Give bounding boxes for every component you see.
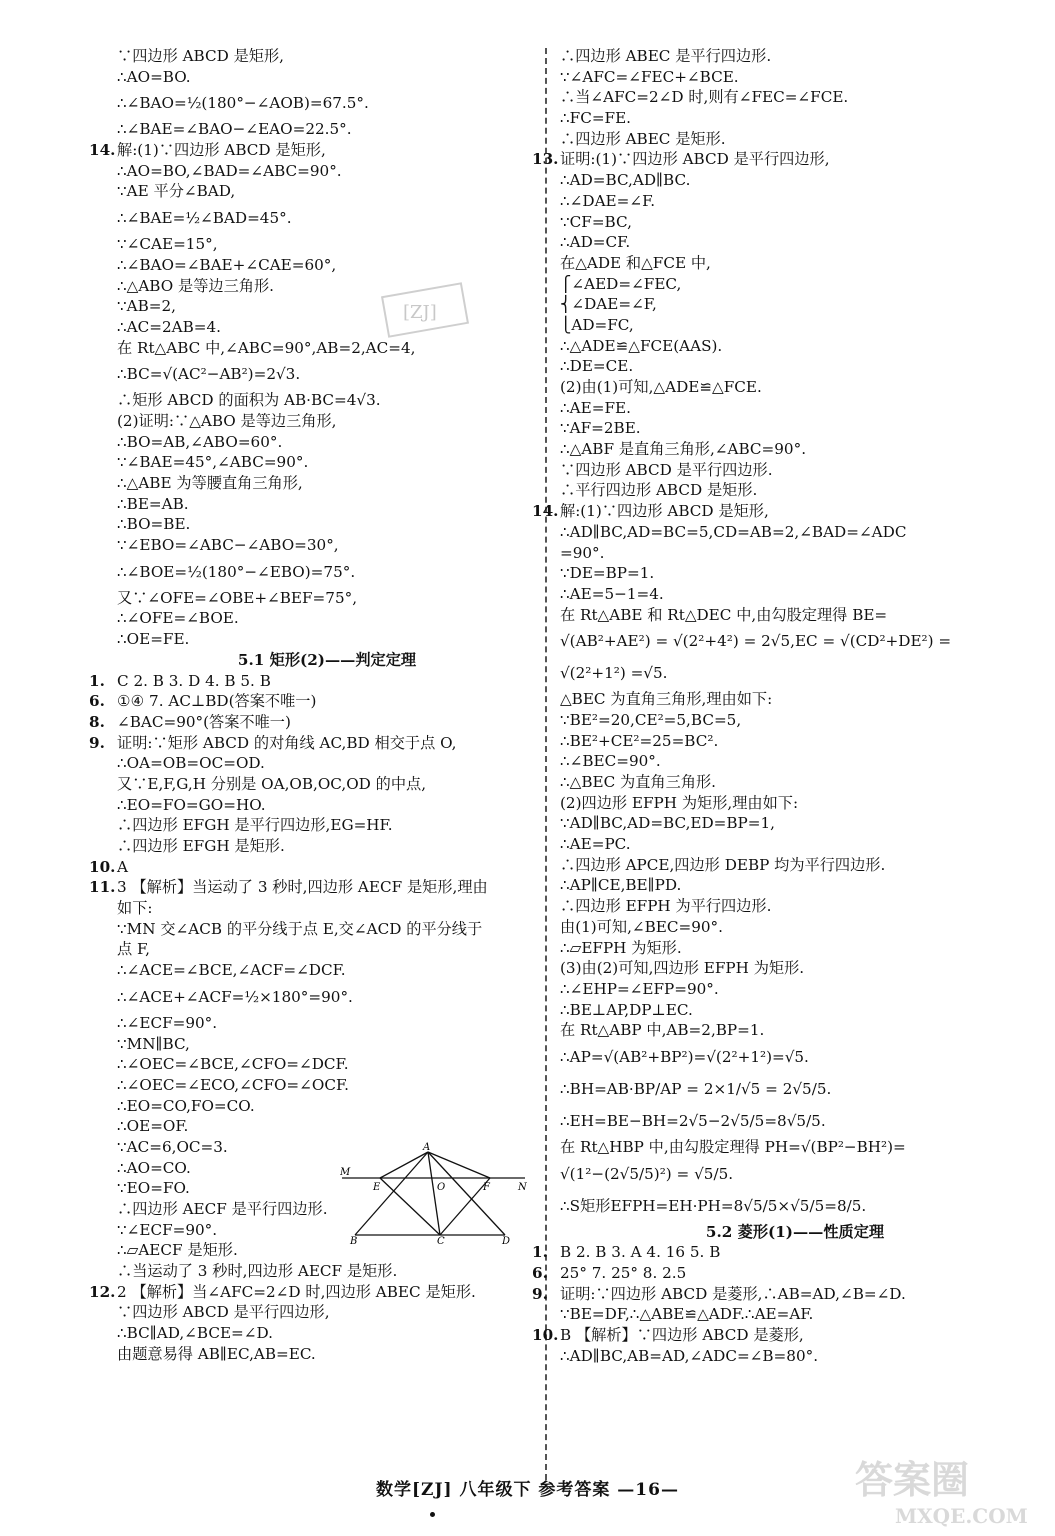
answer-text: ∵BE²=20,CE²=5,BC=5, (560, 710, 742, 729)
answer-line (560, 710, 1030, 731)
question-number: 1. (89, 671, 105, 690)
answer-line (117, 46, 537, 67)
answer-text: C 2. B 3. D 4. B 5. B (117, 671, 271, 690)
answer-text: 由题意易得 AB∥EC,AB=EC. (117, 1344, 316, 1363)
answer-line (560, 522, 1030, 543)
answer-text: ∴DE=CE. (560, 357, 634, 376)
answer-text: B 【解析】∵四边形 ABCD 是菱形, (560, 1326, 804, 1345)
answer-text: ∴∠OEC=∠ECO,∠CFO=∠OCF. (117, 1075, 349, 1094)
page-dot (430, 1512, 435, 1517)
answer-line (560, 398, 1030, 419)
answer-text: ∴AD=BC,AD∥BC. (560, 171, 691, 190)
answer-line (560, 657, 1030, 689)
answer-line (560, 896, 1030, 917)
answer-text: ∴EO=FO=GO=HO. (117, 795, 266, 814)
answer-line (560, 772, 1030, 793)
section-heading: 5.2 菱形(1)——性质定理 (705, 1222, 885, 1241)
answer-text: 点 F, (117, 940, 151, 959)
answer-line (117, 588, 537, 609)
answer-line (560, 793, 1030, 814)
answer-line (560, 1158, 1030, 1190)
answer-line (117, 1261, 537, 1282)
geometry-figure (340, 1140, 530, 1245)
answer-line (117, 1034, 537, 1055)
figure-label-D: D (502, 1236, 511, 1245)
answer-line (560, 563, 1030, 584)
answer-line (117, 514, 537, 535)
answer-text: ∴AO=BO. (117, 67, 191, 86)
figure-label-F: F (483, 1182, 490, 1193)
answer-line (560, 67, 1030, 88)
answer-text: 在 Rt△ABP 中,AB=2,BP=1. (560, 1021, 765, 1040)
answer-text: (2)四边形 EFPH 为矩形,理由如下: (560, 793, 799, 812)
answer-text: 在 Rt△ABC 中,∠ABC=90°,AB=2,AC=4, (117, 338, 416, 357)
answer-text: ∴AP=√(AB²+BP²)=√(2²+1²)=√5. (560, 1047, 809, 1066)
answer-text: √(2²+1²) =√5. (560, 664, 668, 683)
answer-line (89, 1282, 537, 1303)
answer-line (560, 191, 1030, 212)
answer-text: ∴∠DAE=∠F. (560, 191, 656, 210)
answer-line (560, 253, 1030, 274)
answer-text: (2)由(1)可知,△ADE≌△FCE. (560, 378, 762, 396)
answer-line (117, 452, 537, 473)
answer-text: √(AB²+AE²) = √(2²+4²) = 2√5,EC = √(CD²+DE²) = (560, 632, 952, 651)
answer-text: ∵AD∥BC,AD=BC,ED=BP=1, (560, 814, 775, 833)
faint-stamp (355, 282, 565, 342)
answer-text: ∴当∠AFC=2∠D 时,则有∠FEC=∠FCE. (560, 88, 849, 107)
answer-line (117, 411, 537, 432)
answer-text: ∴BO=BE. (117, 515, 191, 534)
answer-text: ∴四边形 ABEC 是平行四边形. (560, 47, 772, 65)
answer-line (117, 473, 537, 494)
answer-text: 又∵∠OFE=∠OBE+∠BEF=75°, (117, 588, 358, 607)
question-number: 6. (89, 692, 105, 711)
stamp-text: [ZJ] (403, 302, 437, 323)
answer-text: ∵MN 交∠ACB 的平分线于点 E,交∠ACD 的平分线于 (117, 919, 483, 938)
answer-line (560, 418, 1030, 439)
answer-text: ∴BE=AB. (117, 494, 189, 513)
answer-line (560, 232, 1030, 253)
question-number: 9. (89, 733, 105, 752)
answer-text: √(1²−(2√5/5)²) = √5/5. (560, 1164, 734, 1183)
answer-text: 又∵E,F,G,H 分别是 OA,OB,OC,OD 的中点, (117, 774, 427, 793)
answer-text: ∴BE²+CE²=25=BC². (560, 731, 719, 750)
answer-text: ∴∠BAO=∠BAE+∠CAE=60°, (117, 255, 337, 274)
answer-line (560, 813, 1030, 834)
question-number: 12. (89, 1282, 116, 1301)
answer-text: ∴△ABO 是等边三角形. (117, 276, 274, 295)
answer-line (532, 501, 1030, 522)
page-footer: 数学[ZJ] 八年级下 参考答案 —16— (376, 1480, 679, 1500)
answer-line (560, 356, 1030, 377)
answer-line (532, 1242, 1030, 1263)
answer-text: ∴四边形 ABEC 是矩形. (560, 129, 726, 148)
answer-line (117, 836, 537, 857)
answer-line (89, 691, 537, 712)
answer-line (117, 181, 537, 202)
answer-text: ∵AF=2BE. (560, 419, 641, 438)
figure-label-M: M (340, 1167, 351, 1178)
answer-text: ∴∠OEC=∠BCE,∠CFO=∠DCF. (117, 1055, 349, 1074)
answer-line (117, 608, 537, 629)
answer-text: ∴OE=FE. (117, 630, 190, 649)
answer-line (117, 629, 537, 650)
answer-text: ∴四边形 EFPH 为平行四边形. (560, 897, 772, 916)
answer-text: ∴AD=CF. (560, 233, 631, 252)
answer-text: ∵四边形 ABCD 是矩形, (117, 47, 285, 65)
answer-line (560, 87, 1030, 108)
question-number: 9. (532, 1284, 548, 1303)
answer-line (117, 1096, 537, 1117)
answer-line (560, 1073, 1030, 1105)
answer-line (117, 202, 537, 234)
answer-line (117, 234, 537, 255)
answer-line (117, 161, 537, 182)
figure-label-A: A (423, 1142, 431, 1153)
answer-text: ∴∠BOE=½(180°−∠EBO)=75°. (117, 562, 356, 581)
answer-line (560, 46, 1030, 67)
answer-text: ∴∠BAO=½(180°−∠AOB)=67.5°. (117, 94, 369, 113)
answer-line (560, 751, 1030, 772)
answer-text: ∴△ABF 是直角三角形,∠ABC=90°. (560, 440, 807, 459)
answer-line (560, 1137, 1030, 1158)
figure-label-B: B (350, 1236, 358, 1245)
answer-text: 在 Rt△HBP 中,由勾股定理得 PH=√(BP²−BH²)= (560, 1137, 906, 1156)
answer-line (560, 336, 1030, 357)
answer-line (117, 119, 537, 140)
answer-line (560, 834, 1030, 855)
answer-text: ∴∠ACE=∠BCE,∠ACF=∠DCF. (117, 961, 346, 980)
watermark-text: 答案圈 (855, 1457, 970, 1502)
answer-line (117, 898, 537, 919)
answer-line (560, 979, 1030, 1000)
answer-line (117, 774, 537, 795)
answer-text: =90°. (560, 543, 605, 562)
answer-text: ∴△BEC 为直角三角形. (560, 773, 716, 791)
answer-line (89, 140, 537, 161)
answer-line (560, 875, 1030, 896)
answer-text: ∴四边形 EFGH 是平行四边形,EG=HF. (117, 816, 393, 835)
answer-line (117, 960, 537, 981)
answer-text: ∵AB=2, (117, 297, 177, 316)
answer-line (560, 584, 1030, 605)
answer-line (117, 795, 537, 816)
answer-text: ∴AC=2AB=4. (117, 317, 221, 336)
answer-text: ∵BE=DF,∴△ABE≌△ADF.∴AE=AF. (560, 1305, 814, 1324)
answer-text: ∴AO=BO,∠BAD=∠ABC=90°. (117, 161, 342, 180)
answer-line (89, 857, 537, 878)
answer-line (560, 1000, 1030, 1021)
figure-label-N: N (518, 1182, 527, 1193)
answer-text: 解:(1)∵四边形 ABCD 是矩形, (117, 141, 326, 160)
answer-text: ∴AD∥BC,AB=AD,∠ADC=∠B=80°. (560, 1346, 819, 1365)
answer-text: ∴∠ACE+∠ACF=½×180°=90°. (117, 987, 353, 1006)
answer-text: ∴BC∥AD,∠BCE=∠D. (117, 1324, 273, 1343)
answer-text: 证明:∵矩形 ABCD 的对角线 AC,BD 相交于点 O, (117, 733, 457, 752)
answer-line (560, 212, 1030, 233)
answer-line (560, 315, 1030, 336)
answer-text: A (117, 857, 128, 876)
question-number: 13. (532, 150, 559, 169)
answer-text: 2 【解析】当∠AFC=2∠D 时,四边形 ABEC 是矩形. (117, 1282, 476, 1301)
answer-text: ∵MN∥BC, (117, 1034, 190, 1053)
answer-text: ⎩AD=FC, (560, 315, 634, 334)
answer-text: ∴OE=OF. (117, 1117, 189, 1136)
answer-text: ∴矩形 ABCD 的面积为 AB·BC=4√3. (117, 391, 381, 410)
answer-text: ∵CF=BC, (560, 212, 632, 231)
answer-text: ∴AE=5−1=4. (560, 584, 664, 603)
answer-text: ∴BH=AB·BP/AP = 2×1/√5 = 2√5/5. (560, 1079, 832, 1098)
answer-text: ∴∠EHP=∠EFP=90°. (560, 979, 719, 998)
answer-line (560, 855, 1030, 876)
question-number: 6. (532, 1264, 548, 1282)
answer-text: 在 Rt△ABE 和 Rt△DEC 中,由勾股定理得 BE= (560, 605, 888, 624)
answer-text: ①④ 7. AC⊥BD(答案不唯一) (117, 692, 317, 711)
answer-line (560, 689, 1030, 710)
answer-text: (2)证明:∵△ABO 是等边三角形, (117, 411, 337, 430)
answer-text: 证明:(1)∵四边形 ABCD 是平行四边形, (560, 150, 830, 169)
answer-line (117, 390, 537, 411)
answer-line (117, 556, 537, 588)
answer-line (89, 671, 537, 692)
figure-label-O: O (437, 1182, 446, 1193)
answer-text: 由(1)可知,∠BEC=90°. (560, 917, 723, 936)
answer-line (117, 1075, 537, 1096)
answer-text: ∴BC=√(AC²−AB²)=2√3. (117, 365, 301, 384)
answer-text: ∴四边形 AECF 是平行四边形. (117, 1200, 328, 1218)
answer-text: ∵四边形 ABCD 是平行四边形, (117, 1303, 330, 1322)
answer-text: 证明:∵四边形 ABCD 是菱形,∴AB=AD,∠B=∠D. (560, 1284, 906, 1303)
answer-line (117, 1302, 537, 1323)
answer-line (560, 274, 1030, 295)
answer-text: ∵DE=BP=1. (560, 564, 655, 583)
question-number: 10. (89, 857, 116, 876)
answer-line (560, 1041, 1030, 1073)
answer-line (89, 733, 537, 754)
answer-line (117, 432, 537, 453)
answer-line (560, 958, 1030, 979)
answer-line (532, 1284, 1030, 1305)
answer-text: ∴∠BEC=90°. (560, 752, 661, 771)
answer-line (560, 439, 1030, 460)
answer-line (117, 67, 537, 88)
answer-text: ∵四边形 ABCD 是平行四边形. (560, 460, 773, 479)
answer-line (117, 1013, 537, 1034)
answer-text: ∵∠EBO=∠ABC−∠ABO=30°, (117, 536, 339, 555)
answer-line (532, 1325, 1030, 1346)
answer-line (560, 1020, 1030, 1041)
answer-line (560, 294, 1030, 315)
answer-text: ∵EO=FO. (117, 1179, 190, 1198)
answer-line (560, 1190, 1030, 1222)
answer-text: ∴△ABE 为等腰直角三角形, (117, 474, 303, 492)
answer-line (560, 480, 1030, 501)
answer-text: ∵∠BAE=45°,∠ABC=90°. (117, 453, 309, 472)
answer-line (117, 255, 537, 276)
answer-line (117, 494, 537, 515)
answer-text: ∴▱AECF 是矩形. (117, 1241, 238, 1260)
answer-text: ∴S矩形EFPH=EH·PH=8√5/5×√5/5=8/5. (560, 1196, 867, 1215)
answer-text: ∴∠BAE=∠BAO−∠EAO=22.5°. (117, 120, 352, 139)
answer-line (117, 815, 537, 836)
right-column (532, 46, 1030, 1366)
answer-text: 在△ADE 和△FCE 中, (560, 253, 711, 272)
answer-line (117, 1054, 537, 1075)
answer-line (532, 1263, 1030, 1284)
answer-line (560, 170, 1030, 191)
answer-text: ∴EH=BE−BH=2√5−2√5/5=8√5/5. (560, 1111, 826, 1130)
answer-text: ∴∠OFE=∠BOE. (117, 609, 239, 628)
answer-text: 3 【解析】当运动了 3 秒时,四边形 AECF 是矩形,理由 (117, 878, 488, 897)
answer-line (560, 938, 1030, 959)
answer-text: ∴AP∥CE,BE∥PD. (560, 876, 682, 895)
answer-text: ∴AD∥BC,AD=BC=5,CD=AB=2,∠BAD=∠ADC (560, 522, 907, 541)
answer-line (560, 1346, 1030, 1367)
answer-line (117, 535, 537, 556)
figure-label-C: C (437, 1236, 445, 1245)
answer-text: 25° 7. 25° 8. 2.5 (560, 1264, 687, 1282)
answer-line (532, 149, 1030, 170)
answer-text: ∴AO=CO. (117, 1158, 191, 1177)
question-number: 14. (532, 502, 559, 521)
answer-text: ∠BAC=90°(答案不唯一) (117, 712, 291, 731)
answer-line (560, 731, 1030, 752)
answer-text: ∴△ADE≌△FCE(AAS). (560, 336, 723, 355)
answer-line (117, 1323, 537, 1344)
answer-line (560, 108, 1030, 129)
answer-line (560, 917, 1030, 938)
question-number: 14. (89, 141, 116, 160)
answer-line (89, 712, 537, 733)
answer-text: ∵AC=6,OC=3. (117, 1137, 228, 1156)
answer-line (117, 1116, 537, 1137)
answer-text: △BEC 为直角三角形,理由如下: (560, 690, 773, 709)
answer-text: ∴∠BAE=½∠BAD=45°. (117, 209, 292, 228)
answer-line (117, 358, 537, 390)
answer-line (560, 543, 1030, 564)
answer-text: ∵∠CAE=15°, (117, 235, 218, 254)
watermark-logo (835, 1445, 1045, 1530)
answer-text: ∴▱EFPH 为矩形. (560, 938, 682, 957)
answer-line (117, 1344, 537, 1365)
answer-text: 如下: (117, 899, 153, 918)
answer-line (117, 981, 537, 1013)
watermark-url: MXQE.COM (895, 1504, 1028, 1528)
answer-text: ∴四边形 APCE,四边形 DEBP 均为平行四边形. (560, 855, 886, 874)
figure-label-E: E (373, 1182, 381, 1193)
answer-text: ∴OA=OB=OC=OD. (117, 754, 265, 773)
question-number: 10. (532, 1326, 559, 1345)
answer-text: ⎧∠AED=∠FEC, (560, 274, 682, 293)
answer-text: ∴AE=PC. (560, 835, 631, 854)
answer-line (560, 129, 1030, 150)
answer-text: ∴AE=FE. (560, 398, 631, 417)
answer-text: B 2. B 3. A 4. 16 5. B (560, 1243, 721, 1262)
answer-text: ∴平行四边形 ABCD 是矩形. (560, 481, 758, 500)
answer-line (560, 460, 1030, 481)
question-number: 11. (89, 878, 116, 897)
answer-text: ∴当运动了 3 秒时,四边形 AECF 是矩形. (117, 1262, 398, 1281)
answer-text: (3)由(2)可知,四边形 EFPH 为矩形. (560, 959, 805, 978)
answer-line (560, 625, 1030, 657)
answer-line (117, 753, 537, 774)
answer-line (560, 605, 1030, 626)
answer-text: ∴BO=AB,∠ABO=60°. (117, 432, 283, 451)
answer-line (117, 939, 537, 960)
answer-line (560, 377, 1030, 398)
question-number: 8. (89, 712, 105, 731)
answer-text: ∵AE 平分∠BAD, (117, 182, 236, 201)
question-number: 1. (532, 1243, 548, 1262)
answer-line (117, 919, 537, 940)
answer-text: ∴BE⊥AP,DP⊥EC. (560, 1000, 693, 1019)
answer-text: ⎨∠DAE=∠F, (560, 295, 657, 314)
answer-text: ∵∠AFC=∠FEC+∠BCE. (560, 67, 739, 86)
answer-text: ∴∠ECF=90°. (117, 1013, 218, 1032)
answer-text: ∵∠ECF=90°. (117, 1220, 218, 1239)
answer-text: ∴FC=FE. (560, 109, 631, 128)
answer-text: 解:(1)∵四边形 ABCD 是矩形, (560, 502, 769, 521)
section-heading: 5.1 矩形(2)——判定定理 (237, 650, 417, 669)
answer-text: ∴EO=CO,FO=CO. (117, 1096, 255, 1115)
answer-line (117, 87, 537, 119)
answer-line (89, 877, 537, 898)
answer-line (560, 1105, 1030, 1137)
answer-text: ∴四边形 EFGH 是矩形. (117, 837, 285, 855)
answer-line (560, 1304, 1030, 1325)
